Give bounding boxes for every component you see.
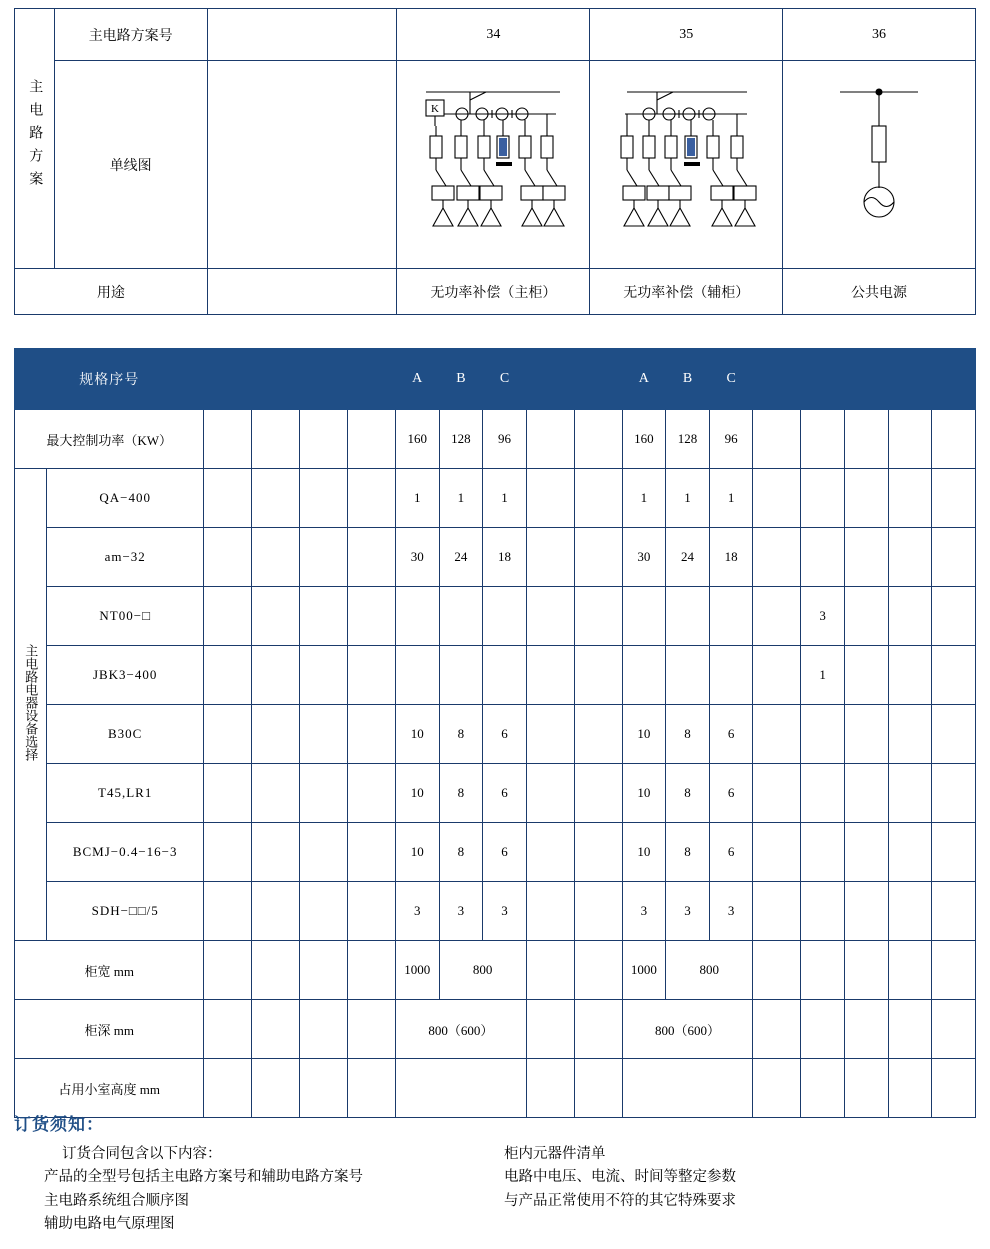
table-row-am32 xyxy=(15,528,976,587)
cell-blank xyxy=(844,646,888,705)
cell-blank xyxy=(844,705,888,764)
cell-blank xyxy=(483,646,527,705)
cell-blank xyxy=(932,469,976,528)
cell-blank xyxy=(622,646,666,705)
cell-blank xyxy=(348,705,396,764)
spec-header-row xyxy=(15,349,976,410)
cell-blank xyxy=(801,1059,845,1118)
table-row xyxy=(15,9,976,61)
cell-t45-g2-c: 6 xyxy=(709,764,753,823)
hdr-g1-a: A xyxy=(395,349,439,410)
cell-nt00-extra: 3 xyxy=(801,587,845,646)
row-label-max-power: 最大控制功率（KW） xyxy=(15,410,204,469)
cell-blank xyxy=(801,705,845,764)
cell-blank xyxy=(574,1059,622,1118)
cell-blank xyxy=(844,882,888,941)
cell-max-power-g1-b: 128 xyxy=(439,410,483,469)
table-row xyxy=(15,61,976,269)
cell-t45-g1-a: 10 xyxy=(395,764,439,823)
cell-bcmj-g2-a: 10 xyxy=(622,823,666,882)
usage-34: 无功率补偿（主柜） xyxy=(397,269,590,315)
hdr-blank-1 xyxy=(204,349,252,410)
row-label-depth: 柜深 mm xyxy=(15,1000,204,1059)
cell-blank xyxy=(526,823,574,882)
schematic-svg-35 xyxy=(597,70,775,260)
cell-blank xyxy=(888,764,932,823)
hdr-blank-11 xyxy=(932,349,976,410)
cell-blank xyxy=(753,764,801,823)
cell-blank xyxy=(888,705,932,764)
table-row-b30c xyxy=(15,705,976,764)
cell-width-g1-rest: 800 xyxy=(439,941,526,1000)
cell-blank xyxy=(204,1000,252,1059)
cell-am32-g1-c: 18 xyxy=(483,528,527,587)
single-line-diagram-label: 单线图 xyxy=(54,61,207,269)
cell-blank xyxy=(574,823,622,882)
cell-blank xyxy=(395,587,439,646)
cell-sdh-g2-c: 3 xyxy=(709,882,753,941)
row-label-t45: T45,LR1 xyxy=(46,764,204,823)
cell-blank xyxy=(844,1000,888,1059)
cell-blank xyxy=(932,410,976,469)
scheme-vertical-label xyxy=(15,9,55,269)
hdr-blank-3 xyxy=(300,349,348,410)
cell-blank xyxy=(204,528,252,587)
cell-blank xyxy=(932,1000,976,1059)
cell-blank xyxy=(666,587,710,646)
cell-height-g1 xyxy=(395,1059,526,1118)
table-row-width xyxy=(15,941,976,1000)
cell-b30c-g1-b: 8 xyxy=(439,705,483,764)
cell-width-g2-rest: 800 xyxy=(666,941,753,1000)
table-row xyxy=(15,269,976,315)
cell-blank xyxy=(574,705,622,764)
cell-blank xyxy=(204,1059,252,1118)
cell-blank xyxy=(753,1059,801,1118)
cell-width-g2-first: 1000 xyxy=(622,941,666,1000)
cell-qa400-g2-a: 1 xyxy=(622,469,666,528)
cell-blank xyxy=(801,764,845,823)
cell-blank xyxy=(300,941,348,1000)
cell-height-g2 xyxy=(622,1059,753,1118)
cell-width-g1-first: 1000 xyxy=(395,941,439,1000)
cell-blank xyxy=(526,587,574,646)
cell-blank xyxy=(844,941,888,1000)
cell-blank xyxy=(753,1000,801,1059)
cell-am32-g1-a: 30 xyxy=(395,528,439,587)
hdr-blank-2 xyxy=(252,349,300,410)
cell-blank xyxy=(300,646,348,705)
table-row-bcmj xyxy=(15,823,976,882)
cell-blank xyxy=(888,528,932,587)
cell-blank xyxy=(932,941,976,1000)
order-notes-title: 订货须知： xyxy=(14,1115,104,1134)
order-note-line: 柜内元器件清单 xyxy=(504,1146,606,1162)
cell-t45-g2-b: 8 xyxy=(666,764,710,823)
cell-blank xyxy=(300,587,348,646)
schematic-svg-34 xyxy=(404,70,582,260)
scheme-no-blank xyxy=(207,9,397,61)
cell-blank xyxy=(932,764,976,823)
cell-depth-g2: 800（600） xyxy=(622,1000,753,1059)
cell-blank xyxy=(574,528,622,587)
cell-blank xyxy=(300,410,348,469)
cell-blank xyxy=(526,528,574,587)
table-row-sdh xyxy=(15,882,976,941)
cell-blank xyxy=(204,823,252,882)
cell-am32-g2-a: 30 xyxy=(622,528,666,587)
cell-blank xyxy=(252,646,300,705)
cell-blank xyxy=(801,410,845,469)
cell-blank xyxy=(252,1059,300,1118)
cell-blank xyxy=(252,1000,300,1059)
cell-blank xyxy=(348,469,396,528)
cell-blank xyxy=(932,882,976,941)
row-label-sdh: SDH−□□/5 xyxy=(46,882,204,941)
cell-blank xyxy=(348,410,396,469)
cell-sdh-g1-b: 3 xyxy=(439,882,483,941)
cell-blank xyxy=(888,410,932,469)
cell-blank xyxy=(753,646,801,705)
cell-max-power-g2-a: 160 xyxy=(622,410,666,469)
schematic-svg-36 xyxy=(790,70,968,260)
hdr-blank-10 xyxy=(888,349,932,410)
cell-blank xyxy=(888,469,932,528)
scheme-no-35: 35 xyxy=(590,9,783,61)
cell-blank xyxy=(932,587,976,646)
row-label-qa400: QA−400 xyxy=(46,469,204,528)
cell-blank xyxy=(526,941,574,1000)
hdr-g1-b: B xyxy=(439,349,483,410)
cell-blank xyxy=(888,882,932,941)
cell-blank xyxy=(483,587,527,646)
cell-blank xyxy=(300,705,348,764)
order-note-line: 与产品正常使用不符的其它特殊要求 xyxy=(504,1192,736,1209)
cell-qa400-g2-b: 1 xyxy=(666,469,710,528)
cell-b30c-g1-c: 6 xyxy=(483,705,527,764)
cell-blank xyxy=(252,764,300,823)
cell-blank xyxy=(574,764,622,823)
order-note-line: 电路中电压、电流、时间等整定参数 xyxy=(504,1169,736,1186)
cell-max-power-g1-c: 96 xyxy=(483,410,527,469)
cell-blank xyxy=(204,882,252,941)
scheme-no-36: 36 xyxy=(783,9,976,61)
scheme-vertical-label-text: 主电路方案 xyxy=(27,78,43,194)
cell-blank xyxy=(753,823,801,882)
cell-blank xyxy=(753,410,801,469)
cell-blank xyxy=(348,646,396,705)
schematic-diagram-35 xyxy=(590,61,783,269)
cell-blank xyxy=(753,587,801,646)
scheme-no-label: 主电路方案号 xyxy=(54,9,207,61)
cell-t45-g1-c: 6 xyxy=(483,764,527,823)
cell-blank xyxy=(574,646,622,705)
order-note-line: 产品的全型号包括主电路方案号和辅助电路方案号 xyxy=(44,1169,363,1186)
cell-blank xyxy=(574,941,622,1000)
schematic-diagram-34 xyxy=(397,61,590,269)
cell-max-power-g2-c: 96 xyxy=(709,410,753,469)
cell-depth-g1: 800（600） xyxy=(395,1000,526,1059)
cell-blank xyxy=(204,941,252,1000)
cell-qa400-g2-c: 1 xyxy=(709,469,753,528)
hdr-blank-4 xyxy=(348,349,396,410)
row-label-bcmj: BCMJ−0.4−16−3 xyxy=(46,823,204,882)
cell-b30c-g2-c: 6 xyxy=(709,705,753,764)
cell-blank xyxy=(753,882,801,941)
cell-blank xyxy=(300,1000,348,1059)
order-note-line: 主电路系统组合顺序图 xyxy=(44,1192,189,1209)
cell-blank xyxy=(574,1000,622,1059)
cell-blank xyxy=(252,823,300,882)
cell-blank xyxy=(932,823,976,882)
cell-bcmj-g1-c: 6 xyxy=(483,823,527,882)
cell-blank xyxy=(204,587,252,646)
cell-qa400-g1-a: 1 xyxy=(395,469,439,528)
cell-blank xyxy=(348,1000,396,1059)
spec-header-label: 规格序号 xyxy=(15,349,204,410)
cell-blank xyxy=(888,1000,932,1059)
hdr-g2-b: B xyxy=(666,349,710,410)
cell-blank xyxy=(348,823,396,882)
cell-blank xyxy=(888,646,932,705)
cell-max-power-g1-a: 160 xyxy=(395,410,439,469)
cell-blank xyxy=(526,469,574,528)
cell-blank xyxy=(526,646,574,705)
row-label-nt00: NT00−□ xyxy=(46,587,204,646)
cell-blank xyxy=(526,705,574,764)
cell-blank xyxy=(439,646,483,705)
cell-qa400-g1-c: 1 xyxy=(483,469,527,528)
cell-blank xyxy=(622,587,666,646)
cell-blank xyxy=(252,469,300,528)
cell-blank xyxy=(204,764,252,823)
row-label-am32: am−32 xyxy=(46,528,204,587)
cell-blank xyxy=(252,410,300,469)
cell-blank xyxy=(574,410,622,469)
cell-blank xyxy=(300,882,348,941)
cell-b30c-g1-a: 10 xyxy=(395,705,439,764)
order-note-line: 辅助电路电气原理图 xyxy=(44,1216,175,1233)
cell-blank xyxy=(204,410,252,469)
hdr-blank-6 xyxy=(574,349,622,410)
cell-blank xyxy=(348,528,396,587)
order-note-line: 订货合同包含以下内容： xyxy=(62,1146,222,1162)
cell-blank xyxy=(252,882,300,941)
cell-blank xyxy=(300,823,348,882)
cell-blank xyxy=(709,646,753,705)
cell-blank xyxy=(844,528,888,587)
cell-blank xyxy=(844,410,888,469)
order-notes-columns xyxy=(14,1143,976,1237)
cell-am32-g2-b: 24 xyxy=(666,528,710,587)
cell-blank xyxy=(574,587,622,646)
cell-b30c-g2-a: 10 xyxy=(622,705,666,764)
cell-blank xyxy=(526,1059,574,1118)
cell-blank xyxy=(753,528,801,587)
cell-blank xyxy=(526,882,574,941)
hdr-g2-a: A xyxy=(622,349,666,410)
order-notes-right-column xyxy=(504,1143,944,1237)
cell-t45-g2-a: 10 xyxy=(622,764,666,823)
cell-blank xyxy=(252,705,300,764)
cell-blank xyxy=(888,823,932,882)
usage-blank xyxy=(207,269,397,315)
cell-blank xyxy=(932,1059,976,1118)
cell-blank xyxy=(709,587,753,646)
cell-blank xyxy=(932,528,976,587)
cell-blank xyxy=(888,587,932,646)
cell-blank xyxy=(348,587,396,646)
cell-blank xyxy=(204,646,252,705)
cell-blank xyxy=(753,705,801,764)
cell-blank xyxy=(439,587,483,646)
cell-blank xyxy=(204,469,252,528)
table-row-max-power xyxy=(15,410,976,469)
cell-sdh-g1-a: 3 xyxy=(395,882,439,941)
usage-35: 无功率补偿（辅柜） xyxy=(590,269,783,315)
cell-blank xyxy=(844,587,888,646)
cell-max-power-g2-b: 128 xyxy=(666,410,710,469)
cell-am32-g2-c: 18 xyxy=(709,528,753,587)
table-row-nt00 xyxy=(15,587,976,646)
cell-bcmj-g1-b: 8 xyxy=(439,823,483,882)
cell-blank xyxy=(932,646,976,705)
cell-blank xyxy=(348,882,396,941)
table-row-qa400 xyxy=(15,469,976,528)
cell-blank xyxy=(801,941,845,1000)
cell-blank xyxy=(844,764,888,823)
table-row-t45 xyxy=(15,764,976,823)
order-notes-left-column xyxy=(14,1143,504,1237)
cell-sdh-g1-c: 3 xyxy=(483,882,527,941)
cell-am32-g1-b: 24 xyxy=(439,528,483,587)
hdr-blank-8 xyxy=(801,349,845,410)
cell-blank xyxy=(252,528,300,587)
cell-b30c-g2-b: 8 xyxy=(666,705,710,764)
cell-blank xyxy=(300,1059,348,1118)
cell-blank xyxy=(300,764,348,823)
cell-blank xyxy=(395,646,439,705)
row-label-width: 柜宽 mm xyxy=(15,941,204,1000)
usage-36: 公共电源 xyxy=(783,269,976,315)
table-row-height xyxy=(15,1059,976,1118)
hdr-blank-7 xyxy=(753,349,801,410)
specification-table xyxy=(14,348,976,1118)
scheme-no-34: 34 xyxy=(397,9,590,61)
cell-bcmj-g2-b: 8 xyxy=(666,823,710,882)
scheme-overview-table xyxy=(14,8,976,315)
cell-blank xyxy=(844,823,888,882)
cell-blank xyxy=(753,941,801,1000)
device-group-vertical-label xyxy=(15,469,47,941)
hdr-g2-c: C xyxy=(709,349,753,410)
cell-blank xyxy=(932,705,976,764)
single-line-diagram-blank xyxy=(207,61,397,269)
cell-blank xyxy=(801,823,845,882)
svg-text:K: K xyxy=(431,102,440,115)
cell-jbk3-extra: 1 xyxy=(801,646,845,705)
cell-blank xyxy=(844,1059,888,1118)
cell-t45-g1-b: 8 xyxy=(439,764,483,823)
row-label-b30c: B30C xyxy=(46,705,204,764)
cell-blank xyxy=(526,410,574,469)
usage-label: 用途 xyxy=(15,269,208,315)
cell-sdh-g2-a: 3 xyxy=(622,882,666,941)
cell-bcmj-g1-a: 10 xyxy=(395,823,439,882)
cell-blank xyxy=(574,882,622,941)
cell-qa400-g1-b: 1 xyxy=(439,469,483,528)
row-label-height: 占用小室高度 mm xyxy=(15,1059,204,1118)
cell-blank xyxy=(801,528,845,587)
cell-blank xyxy=(300,528,348,587)
order-notes xyxy=(14,1110,976,1237)
cell-blank xyxy=(348,1059,396,1118)
cell-blank xyxy=(801,469,845,528)
cell-blank xyxy=(753,469,801,528)
cell-blank xyxy=(252,941,300,1000)
hdr-g1-c: C xyxy=(483,349,527,410)
cell-blank xyxy=(888,1059,932,1118)
cell-blank xyxy=(801,1000,845,1059)
cell-blank xyxy=(300,469,348,528)
cell-blank xyxy=(574,469,622,528)
cell-blank xyxy=(801,882,845,941)
cell-sdh-g2-b: 3 xyxy=(666,882,710,941)
hdr-blank-5 xyxy=(526,349,574,410)
cell-blank xyxy=(348,764,396,823)
cell-bcmj-g2-c: 6 xyxy=(709,823,753,882)
cell-blank xyxy=(348,941,396,1000)
schematic-diagram-36 xyxy=(783,61,976,269)
cell-blank xyxy=(666,646,710,705)
cell-blank xyxy=(526,764,574,823)
table-row-jbk3 xyxy=(15,646,976,705)
table-row-depth xyxy=(15,1000,976,1059)
row-label-jbk3: JBK3−400 xyxy=(46,646,204,705)
device-group-vertical-label-text: 主电路电器设备选择 xyxy=(23,644,39,761)
hdr-blank-9 xyxy=(844,349,888,410)
cell-blank xyxy=(252,587,300,646)
cell-blank xyxy=(526,1000,574,1059)
cell-blank xyxy=(844,469,888,528)
cell-blank xyxy=(888,941,932,1000)
cell-blank xyxy=(204,705,252,764)
